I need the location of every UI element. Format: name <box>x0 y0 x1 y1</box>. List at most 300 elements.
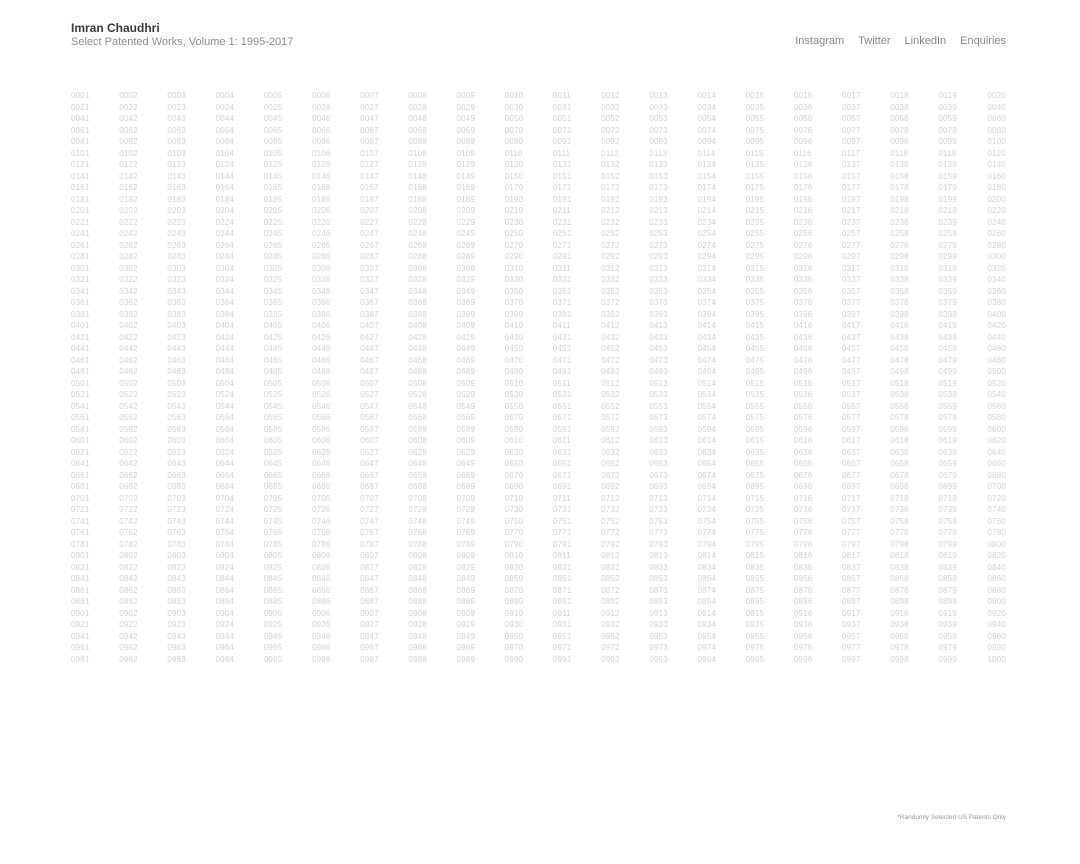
patent-link[interactable]: 0143 <box>167 171 186 181</box>
patent-link[interactable]: 0227 <box>360 217 379 227</box>
patent-link[interactable]: 0519 <box>938 378 957 388</box>
patent-link[interactable]: 0786 <box>311 539 331 549</box>
patent-link[interactable]: 0591 <box>552 424 572 434</box>
patent-link[interactable]: 0765 <box>263 528 283 537</box>
patent-link[interactable]: 0592 <box>601 424 620 434</box>
patent-link[interactable]: 0310 <box>504 263 524 273</box>
patent-link[interactable]: 0360 <box>987 286 1006 296</box>
patent-link[interactable]: 0384 <box>215 309 235 319</box>
patent-link[interactable]: 0529 <box>456 390 476 399</box>
patent-link[interactable]: 0674 <box>697 470 717 480</box>
patent-link[interactable]: 0600 <box>987 424 1006 434</box>
patent-link[interactable]: 0581 <box>71 424 90 434</box>
patent-link[interactable]: 0192 <box>601 194 620 204</box>
patent-link[interactable]: 0637 <box>842 447 861 457</box>
patent-link[interactable]: 0972 <box>601 643 620 652</box>
patent-link[interactable]: 0945 <box>263 631 283 641</box>
patent-link[interactable]: 0425 <box>263 332 283 342</box>
patent-link[interactable]: 0833 <box>649 562 668 572</box>
patent-link[interactable]: 0241 <box>71 229 90 238</box>
patent-link[interactable]: 0063 <box>167 125 186 135</box>
patent-link[interactable]: 0028 <box>408 102 427 112</box>
patent-link[interactable]: 0890 <box>504 597 524 606</box>
patent-link[interactable]: 0166 <box>311 183 331 192</box>
nav-link-twitter[interactable]: Twitter <box>858 35 891 47</box>
patent-link[interactable]: 0696 <box>793 482 813 491</box>
patent-link[interactable]: 0843 <box>167 574 186 583</box>
patent-link[interactable]: 0491 <box>552 367 572 376</box>
patent-link[interactable]: 0004 <box>215 91 235 100</box>
patent-link[interactable]: 0595 <box>745 424 765 434</box>
patent-link[interactable]: 0120 <box>987 148 1006 158</box>
patent-link[interactable]: 0344 <box>215 286 235 296</box>
patent-link[interactable]: 0123 <box>167 160 186 169</box>
patent-link[interactable]: 0184 <box>215 194 235 204</box>
patent-link[interactable]: 0093 <box>649 137 668 146</box>
patent-link[interactable]: 0747 <box>360 516 379 526</box>
patent-link[interactable]: 0094 <box>697 137 717 146</box>
patent-link[interactable]: 0601 <box>71 436 90 445</box>
patent-link[interactable]: 0170 <box>504 183 524 192</box>
patent-link[interactable]: 0189 <box>456 194 476 204</box>
patent-link[interactable]: 0876 <box>793 585 813 595</box>
patent-link[interactable]: 0339 <box>938 275 957 284</box>
patent-link[interactable]: 0212 <box>601 206 620 215</box>
patent-link[interactable]: 0225 <box>263 217 283 227</box>
patent-link[interactable]: 0355 <box>745 286 765 296</box>
patent-link[interactable]: 0496 <box>793 367 813 376</box>
patent-link[interactable]: 0311 <box>552 263 571 273</box>
patent-link[interactable]: 0555 <box>745 401 765 411</box>
patent-link[interactable]: 0343 <box>167 286 186 296</box>
patent-link[interactable]: 0107 <box>360 148 379 158</box>
patent-link[interactable]: 0115 <box>745 148 764 158</box>
patent-link[interactable]: 0809 <box>456 551 476 560</box>
patent-link[interactable]: 0502 <box>119 378 138 388</box>
patent-link[interactable]: 0348 <box>408 286 427 296</box>
patent-link[interactable]: 0141 <box>71 171 90 181</box>
patent-link[interactable]: 0912 <box>601 608 620 618</box>
patent-link[interactable]: 0834 <box>697 562 717 572</box>
patent-link[interactable]: 0489 <box>456 367 476 376</box>
patent-link[interactable]: 0857 <box>842 574 861 583</box>
patent-link[interactable]: 0899 <box>938 597 957 606</box>
patent-link[interactable]: 0025 <box>263 102 283 112</box>
patent-link[interactable]: 0803 <box>167 551 186 560</box>
patent-link[interactable]: 0329 <box>456 275 476 284</box>
patent-link[interactable]: 0988 <box>408 654 427 664</box>
patent-link[interactable]: 0871 <box>552 585 572 595</box>
patent-link[interactable]: 0759 <box>938 516 957 526</box>
patent-link[interactable]: 0877 <box>842 585 861 595</box>
patent-link[interactable]: 0966 <box>311 643 331 652</box>
patent-link[interactable]: 0038 <box>890 102 909 112</box>
nav-link-linkedin[interactable]: LinkedIn <box>904 35 947 47</box>
patent-link[interactable]: 0939 <box>938 620 957 629</box>
patent-link[interactable]: 0291 <box>552 252 572 261</box>
patent-link[interactable]: 0960 <box>987 631 1006 641</box>
patent-link[interactable]: 0837 <box>842 562 861 572</box>
patent-link[interactable]: 0724 <box>215 505 235 514</box>
patent-link[interactable]: 0232 <box>601 217 620 227</box>
patent-link[interactable]: 0650 <box>504 459 524 468</box>
patent-link[interactable]: 0520 <box>987 378 1006 388</box>
patent-link[interactable]: 0231 <box>552 217 572 227</box>
patent-link[interactable]: 0836 <box>793 562 813 572</box>
patent-link[interactable]: 0156 <box>793 171 813 181</box>
patent-link[interactable]: 0437 <box>842 332 861 342</box>
patent-link[interactable]: 0742 <box>119 516 138 526</box>
patent-link[interactable]: 0661 <box>71 470 90 480</box>
patent-link[interactable]: 0691 <box>552 482 572 491</box>
patent-link[interactable]: 0955 <box>745 631 765 641</box>
patent-link[interactable]: 0044 <box>215 114 235 123</box>
patent-link[interactable]: 0228 <box>408 217 427 227</box>
patent-link[interactable]: 0819 <box>938 551 957 560</box>
patent-link[interactable]: 0665 <box>263 470 283 480</box>
patent-link[interactable]: 0824 <box>215 562 235 572</box>
patent-link[interactable]: 0007 <box>360 91 379 100</box>
patent-link[interactable]: 0964 <box>215 643 235 652</box>
patent-link[interactable]: 0357 <box>842 286 861 296</box>
patent-link[interactable]: 0136 <box>793 160 813 169</box>
patent-link[interactable]: 0469 <box>456 355 476 365</box>
patent-link[interactable]: 0982 <box>119 654 138 664</box>
patent-link[interactable]: 0855 <box>745 574 765 583</box>
patent-link[interactable]: 0190 <box>504 194 524 204</box>
patent-link[interactable]: 0617 <box>842 436 861 445</box>
patent-link[interactable]: 0615 <box>745 436 765 445</box>
patent-link[interactable]: 0053 <box>649 114 668 123</box>
patent-link[interactable]: 0927 <box>360 620 379 629</box>
patent-link[interactable]: 0290 <box>504 252 524 261</box>
patent-link[interactable]: 0349 <box>456 286 476 296</box>
patent-link[interactable]: 0333 <box>649 275 668 284</box>
patent-link[interactable]: 0946 <box>311 631 331 641</box>
patent-link[interactable]: 0818 <box>890 551 909 560</box>
patent-link[interactable]: 0817 <box>842 551 861 560</box>
patent-link[interactable]: 0683 <box>167 482 186 491</box>
patent-link[interactable]: 0567 <box>360 413 379 422</box>
patent-link[interactable]: 0624 <box>215 447 235 457</box>
patent-link[interactable]: 0316 <box>793 263 813 273</box>
patent-link[interactable]: 0545 <box>263 401 283 411</box>
patent-link[interactable]: 0999 <box>938 654 957 664</box>
patent-link[interactable]: 0800 <box>987 539 1006 549</box>
patent-link[interactable]: 0298 <box>890 252 909 261</box>
patent-link[interactable]: 0778 <box>890 528 909 537</box>
patent-link[interactable]: 0303 <box>167 263 186 273</box>
patent-link[interactable]: 0246 <box>311 229 331 238</box>
patent-link[interactable]: 0538 <box>890 390 909 399</box>
patent-link[interactable]: 0522 <box>119 390 138 399</box>
patent-link[interactable]: 0714 <box>697 493 717 503</box>
patent-link[interactable]: 0546 <box>311 401 331 411</box>
patent-link[interactable]: 0760 <box>987 516 1006 526</box>
patent-link[interactable]: 0281 <box>71 252 90 261</box>
patent-link[interactable]: 0780 <box>987 528 1006 537</box>
patent-link[interactable]: 0258 <box>890 229 909 238</box>
patent-link[interactable]: 0252 <box>601 229 620 238</box>
patent-link[interactable]: 0458 <box>890 344 909 353</box>
patent-link[interactable]: 0948 <box>408 631 427 641</box>
patent-link[interactable]: 0847 <box>360 574 379 583</box>
patent-link[interactable]: 0296 <box>793 252 813 261</box>
patent-link[interactable]: 0150 <box>504 171 524 181</box>
patent-link[interactable]: 0361 <box>71 298 90 307</box>
patent-link[interactable]: 0401 <box>71 321 90 330</box>
patent-link[interactable]: 0372 <box>601 298 620 307</box>
patent-link[interactable]: 0305 <box>263 263 283 273</box>
patent-link[interactable]: 0008 <box>408 91 427 100</box>
patent-link[interactable]: 0732 <box>601 505 620 514</box>
patent-link[interactable]: 0888 <box>408 597 427 606</box>
patent-link[interactable]: 0445 <box>263 344 283 353</box>
patent-link[interactable]: 0358 <box>890 286 909 296</box>
patent-link[interactable]: 0260 <box>987 229 1006 238</box>
patent-link[interactable]: 0397 <box>842 309 861 319</box>
patent-link[interactable]: 0447 <box>360 344 379 353</box>
patent-link[interactable]: 0261 <box>71 240 90 250</box>
patent-link[interactable]: 0011 <box>552 91 571 100</box>
patent-link[interactable]: 0405 <box>263 321 283 330</box>
patent-link[interactable]: 0493 <box>649 367 668 376</box>
patent-link[interactable]: 0730 <box>504 505 524 514</box>
patent-link[interactable]: 0839 <box>938 562 957 572</box>
patent-link[interactable]: 0920 <box>987 608 1006 618</box>
patent-link[interactable]: 0148 <box>408 171 427 181</box>
patent-link[interactable]: 0533 <box>649 390 668 399</box>
patent-link[interactable]: 0820 <box>987 551 1006 560</box>
patent-link[interactable]: 0490 <box>504 367 524 376</box>
patent-link[interactable]: 0187 <box>360 194 379 204</box>
patent-link[interactable]: 0078 <box>890 125 909 135</box>
patent-link[interactable]: 0280 <box>987 240 1006 250</box>
patent-link[interactable]: 0663 <box>167 470 186 480</box>
patent-link[interactable]: 0734 <box>697 505 717 514</box>
patent-link[interactable]: 0805 <box>263 551 283 560</box>
patent-link[interactable]: 0417 <box>842 321 861 330</box>
patent-link[interactable]: 0214 <box>697 206 717 215</box>
patent-link[interactable]: 0084 <box>215 137 235 146</box>
patent-link[interactable]: 0739 <box>938 505 957 514</box>
patent-link[interactable]: 0091 <box>552 137 572 146</box>
patent-link[interactable]: 0131 <box>552 160 572 169</box>
patent-link[interactable]: 0072 <box>601 125 620 135</box>
patent-link[interactable]: 0506 <box>311 378 331 388</box>
patent-link[interactable]: 0564 <box>215 413 235 422</box>
patent-link[interactable]: 0856 <box>793 574 813 583</box>
patent-link[interactable]: 0808 <box>408 551 427 560</box>
patent-link[interactable]: 0542 <box>119 401 138 411</box>
patent-link[interactable]: 0133 <box>649 160 668 169</box>
patent-link[interactable]: 0813 <box>649 551 668 560</box>
patent-link[interactable]: 0048 <box>408 114 427 123</box>
patent-link[interactable]: 0079 <box>938 125 957 135</box>
patent-link[interactable]: 0976 <box>793 643 813 652</box>
patent-link[interactable]: 0125 <box>263 160 283 169</box>
patent-link[interactable]: 0593 <box>649 424 668 434</box>
patent-link[interactable]: 0422 <box>119 332 138 342</box>
patent-link[interactable]: 0532 <box>601 390 620 399</box>
patent-link[interactable]: 0124 <box>215 160 235 169</box>
patent-link[interactable]: 0249 <box>456 229 476 238</box>
patent-link[interactable]: 0846 <box>311 574 331 583</box>
patent-link[interactable]: 0335 <box>745 275 765 284</box>
patent-link[interactable]: 0146 <box>311 171 331 181</box>
patent-link[interactable]: 0865 <box>263 585 283 595</box>
patent-link[interactable]: 0672 <box>601 470 620 480</box>
patent-link[interactable]: 0752 <box>601 516 620 526</box>
patent-link[interactable]: 0005 <box>263 91 283 100</box>
patent-link[interactable]: 0623 <box>167 447 186 457</box>
patent-link[interactable]: 0802 <box>119 551 138 560</box>
patent-link[interactable]: 0108 <box>408 148 427 158</box>
patent-link[interactable]: 0904 <box>215 608 235 618</box>
patent-link[interactable]: 0256 <box>793 229 813 238</box>
patent-link[interactable]: 0913 <box>649 608 668 618</box>
patent-link[interactable]: 0390 <box>504 309 524 319</box>
patent-link[interactable]: 0224 <box>215 217 235 227</box>
patent-link[interactable]: 0766 <box>311 528 331 537</box>
patent-link[interactable]: 0111 <box>552 148 571 158</box>
patent-link[interactable]: 0195 <box>745 194 765 204</box>
patent-link[interactable]: 0648 <box>408 459 427 468</box>
patent-link[interactable]: 0644 <box>215 459 235 468</box>
patent-link[interactable]: 0263 <box>167 240 186 250</box>
patent-link[interactable]: 0408 <box>408 321 427 330</box>
patent-link[interactable]: 0326 <box>311 275 331 284</box>
patent-link[interactable]: 0508 <box>408 378 427 388</box>
patent-link[interactable]: 0268 <box>408 240 427 250</box>
patent-link[interactable]: 0706 <box>311 493 331 503</box>
patent-link[interactable]: 0721 <box>71 505 90 514</box>
patent-link[interactable]: 0109 <box>456 148 476 158</box>
patent-link[interactable]: 0209 <box>456 206 476 215</box>
patent-link[interactable]: 0279 <box>938 240 957 250</box>
patent-link[interactable]: 0933 <box>649 620 668 629</box>
patent-link[interactable]: 0432 <box>601 332 620 342</box>
patent-link[interactable]: 0021 <box>71 102 90 112</box>
patent-link[interactable]: 0026 <box>311 102 331 112</box>
patent-link[interactable]: 0763 <box>167 528 186 537</box>
patent-link[interactable]: 0474 <box>697 355 717 365</box>
patent-link[interactable]: 0605 <box>263 436 283 445</box>
patent-link[interactable]: 0666 <box>311 470 331 480</box>
patent-link[interactable]: 0003 <box>167 91 186 100</box>
patent-link[interactable]: 0441 <box>71 344 90 353</box>
patent-link[interactable]: 0171 <box>552 183 572 192</box>
patent-link[interactable]: 0773 <box>649 528 668 537</box>
patent-link[interactable]: 0660 <box>987 459 1006 468</box>
patent-link[interactable]: 0264 <box>215 240 235 250</box>
patent-link[interactable]: 0213 <box>649 206 668 215</box>
patent-link[interactable]: 0740 <box>987 505 1006 514</box>
patent-link[interactable]: 0722 <box>119 505 138 514</box>
patent-link[interactable]: 0863 <box>167 585 186 595</box>
patent-link[interactable]: 0974 <box>697 643 717 652</box>
patent-link[interactable]: 0675 <box>745 470 765 480</box>
patent-link[interactable]: 0288 <box>408 252 427 261</box>
patent-link[interactable]: 0453 <box>649 344 668 353</box>
patent-link[interactable]: 0500 <box>987 367 1006 376</box>
patent-link[interactable]: 0541 <box>71 401 90 411</box>
patent-link[interactable]: 0654 <box>697 459 717 468</box>
patent-link[interactable]: 0680 <box>987 470 1006 480</box>
patent-link[interactable]: 0103 <box>167 148 186 158</box>
patent-link[interactable]: 0205 <box>263 206 283 215</box>
patent-link[interactable]: 0521 <box>71 390 90 399</box>
patent-link[interactable]: 0282 <box>119 252 138 261</box>
patent-link[interactable]: 0337 <box>842 275 861 284</box>
patent-link[interactable]: 0658 <box>890 459 909 468</box>
patent-link[interactable]: 0233 <box>649 217 668 227</box>
patent-link[interactable]: 0494 <box>697 367 717 376</box>
patent-link[interactable]: 0667 <box>360 470 379 480</box>
patent-link[interactable]: 0062 <box>119 125 138 135</box>
patent-link[interactable]: 0128 <box>408 160 427 169</box>
patent-link[interactable]: 0875 <box>745 585 765 595</box>
patent-link[interactable]: 0643 <box>167 459 186 468</box>
patent-link[interactable]: 0632 <box>601 447 620 457</box>
patent-link[interactable]: 0439 <box>938 332 957 342</box>
patent-link[interactable]: 0751 <box>552 516 572 526</box>
patent-link[interactable]: 0718 <box>890 493 909 503</box>
patent-link[interactable]: 0402 <box>119 321 138 330</box>
patent-link[interactable]: 0905 <box>263 608 283 618</box>
patent-link[interactable]: 0308 <box>408 263 427 273</box>
patent-link[interactable]: 0448 <box>408 344 427 353</box>
patent-link[interactable]: 0576 <box>793 413 813 422</box>
patent-link[interactable]: 0816 <box>793 551 813 560</box>
patent-link[interactable]: 0516 <box>793 378 813 388</box>
patent-link[interactable]: 0528 <box>408 390 427 399</box>
patent-link[interactable]: 0758 <box>890 516 909 526</box>
patent-link[interactable]: 0537 <box>842 390 861 399</box>
patent-link[interactable]: 0383 <box>167 309 186 319</box>
patent-link[interactable]: 0880 <box>987 585 1006 595</box>
patent-link[interactable]: 0142 <box>119 171 138 181</box>
patent-link[interactable]: 0565 <box>263 413 283 422</box>
patent-link[interactable]: 0861 <box>71 585 90 595</box>
patent-link[interactable]: 0949 <box>456 631 476 641</box>
patent-link[interactable]: 0728 <box>408 505 427 514</box>
patent-link[interactable]: 0517 <box>842 378 861 388</box>
patent-link[interactable]: 0312 <box>601 263 620 273</box>
patent-link[interactable]: 0207 <box>360 206 379 215</box>
patent-link[interactable]: 0073 <box>649 125 668 135</box>
patent-link[interactable]: 0894 <box>697 597 717 606</box>
patent-link[interactable]: 0430 <box>504 332 524 342</box>
patent-link[interactable]: 0597 <box>842 424 861 434</box>
patent-link[interactable]: 0149 <box>456 171 476 181</box>
patent-link[interactable]: 0897 <box>842 597 861 606</box>
patent-link[interactable]: 0122 <box>119 160 138 169</box>
patent-link[interactable]: 0467 <box>360 355 379 365</box>
patent-link[interactable]: 0087 <box>360 137 379 146</box>
patent-link[interactable]: 0221 <box>71 217 90 227</box>
patent-link[interactable]: 0512 <box>601 378 620 388</box>
patent-link[interactable]: 0286 <box>311 252 331 261</box>
patent-link[interactable]: 0606 <box>311 436 331 445</box>
patent-link[interactable]: 0767 <box>360 528 379 537</box>
patent-link[interactable]: 0370 <box>504 298 524 307</box>
patent-link[interactable]: 0359 <box>938 286 957 296</box>
patent-link[interactable]: 0175 <box>745 183 765 192</box>
patent-link[interactable]: 0497 <box>842 367 861 376</box>
patent-link[interactable]: 0295 <box>745 252 765 261</box>
patent-link[interactable]: 0262 <box>119 240 138 250</box>
